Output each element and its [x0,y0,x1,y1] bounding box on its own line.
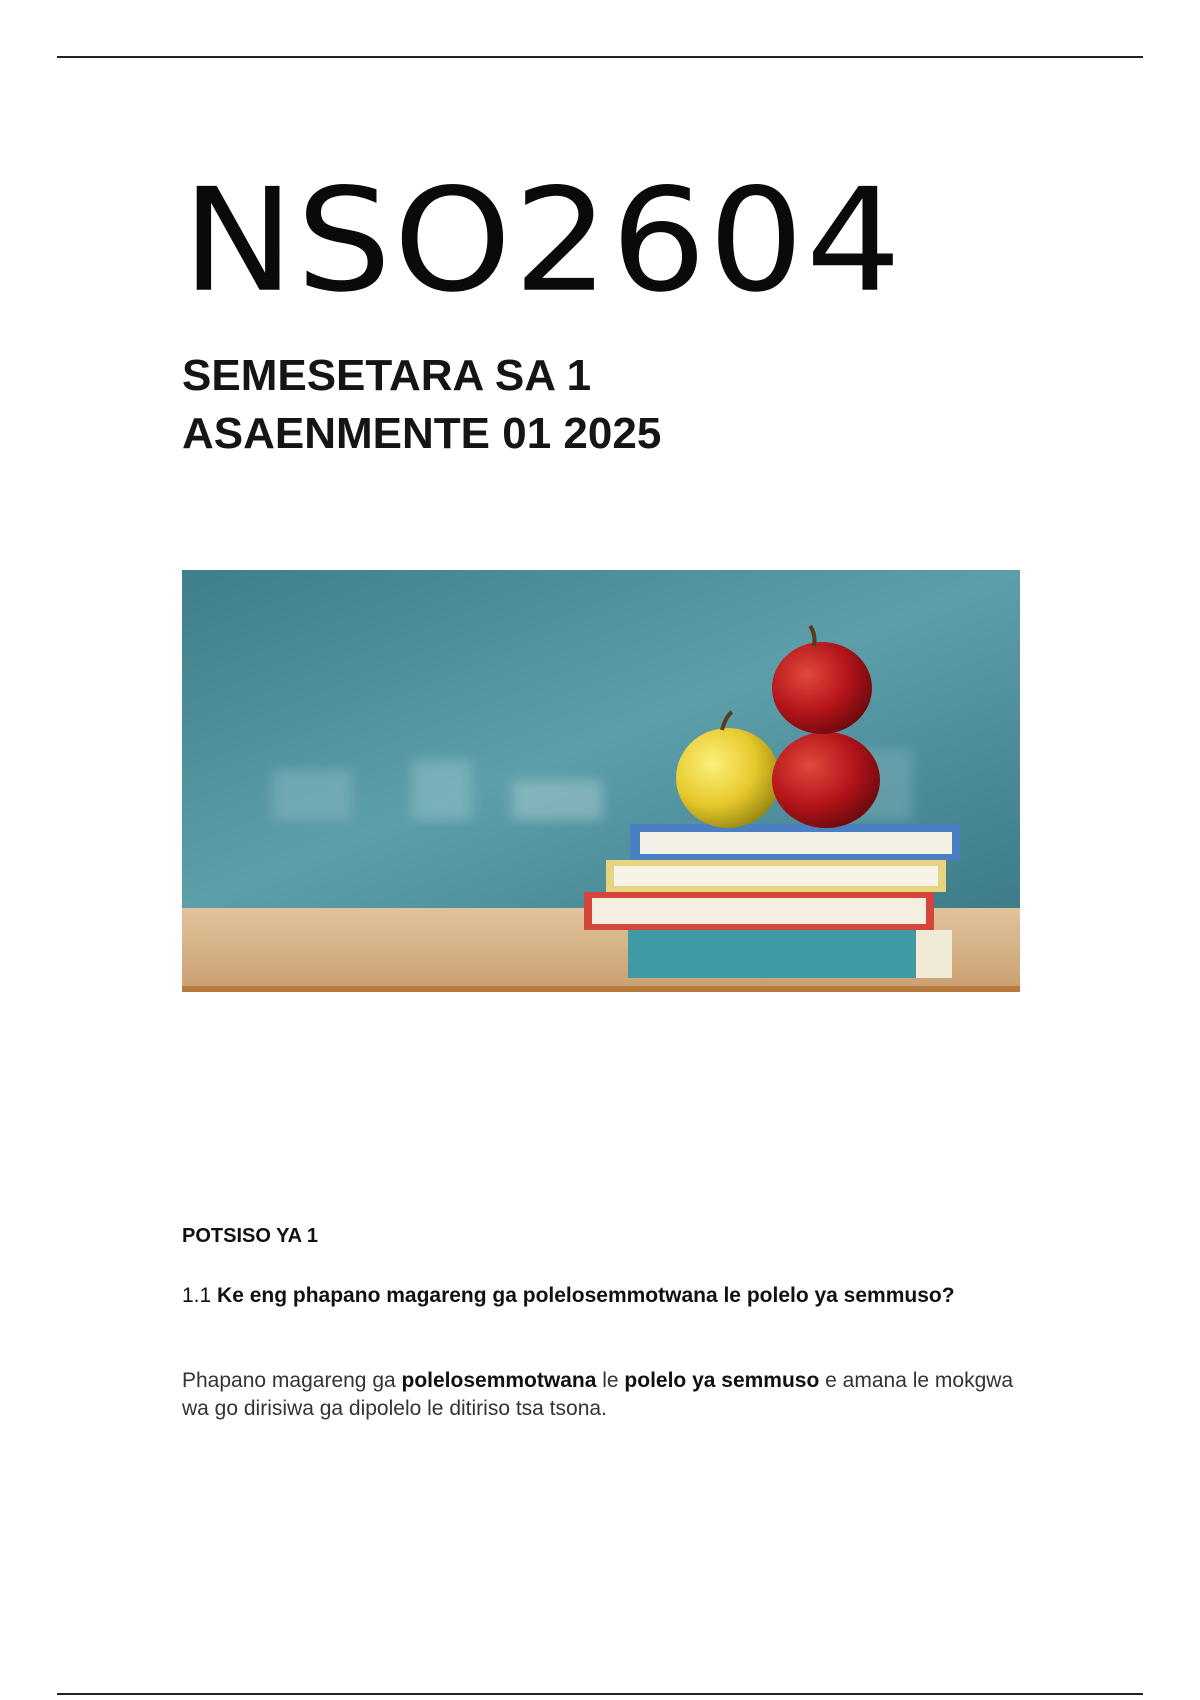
section-heading: POTSISO YA 1 [182,1225,318,1247]
semester-label: SEMESETARA SA 1 [182,351,592,400]
course-code-title: NSO2604 [182,158,904,324]
apples-on-books-image [182,570,1020,992]
question-number: 1.1 [182,1284,212,1307]
question-1-1 [182,1282,982,1310]
question-text: Ke eng phapano magareng ga polelosemmotwana le polelo ya semmuso? [217,1284,955,1307]
answer-part-1: Phapano magareng ga [182,1369,402,1392]
answer-part-2: le [596,1369,625,1392]
answer-paragraph [182,1367,1042,1423]
assignment-label: ASAENMENTE 01 2025 [182,409,662,458]
answer-term-1: polelosemmotwana [401,1369,597,1392]
answer-part-3: e amana le mokgwa wa go dirisiwa ga dipolelo le ditiriso tsa tsona. [182,1369,1014,1420]
answer-term-2: polelo ya semmuso [624,1369,820,1392]
top-rule [57,56,1143,58]
bottom-rule [57,1693,1143,1695]
